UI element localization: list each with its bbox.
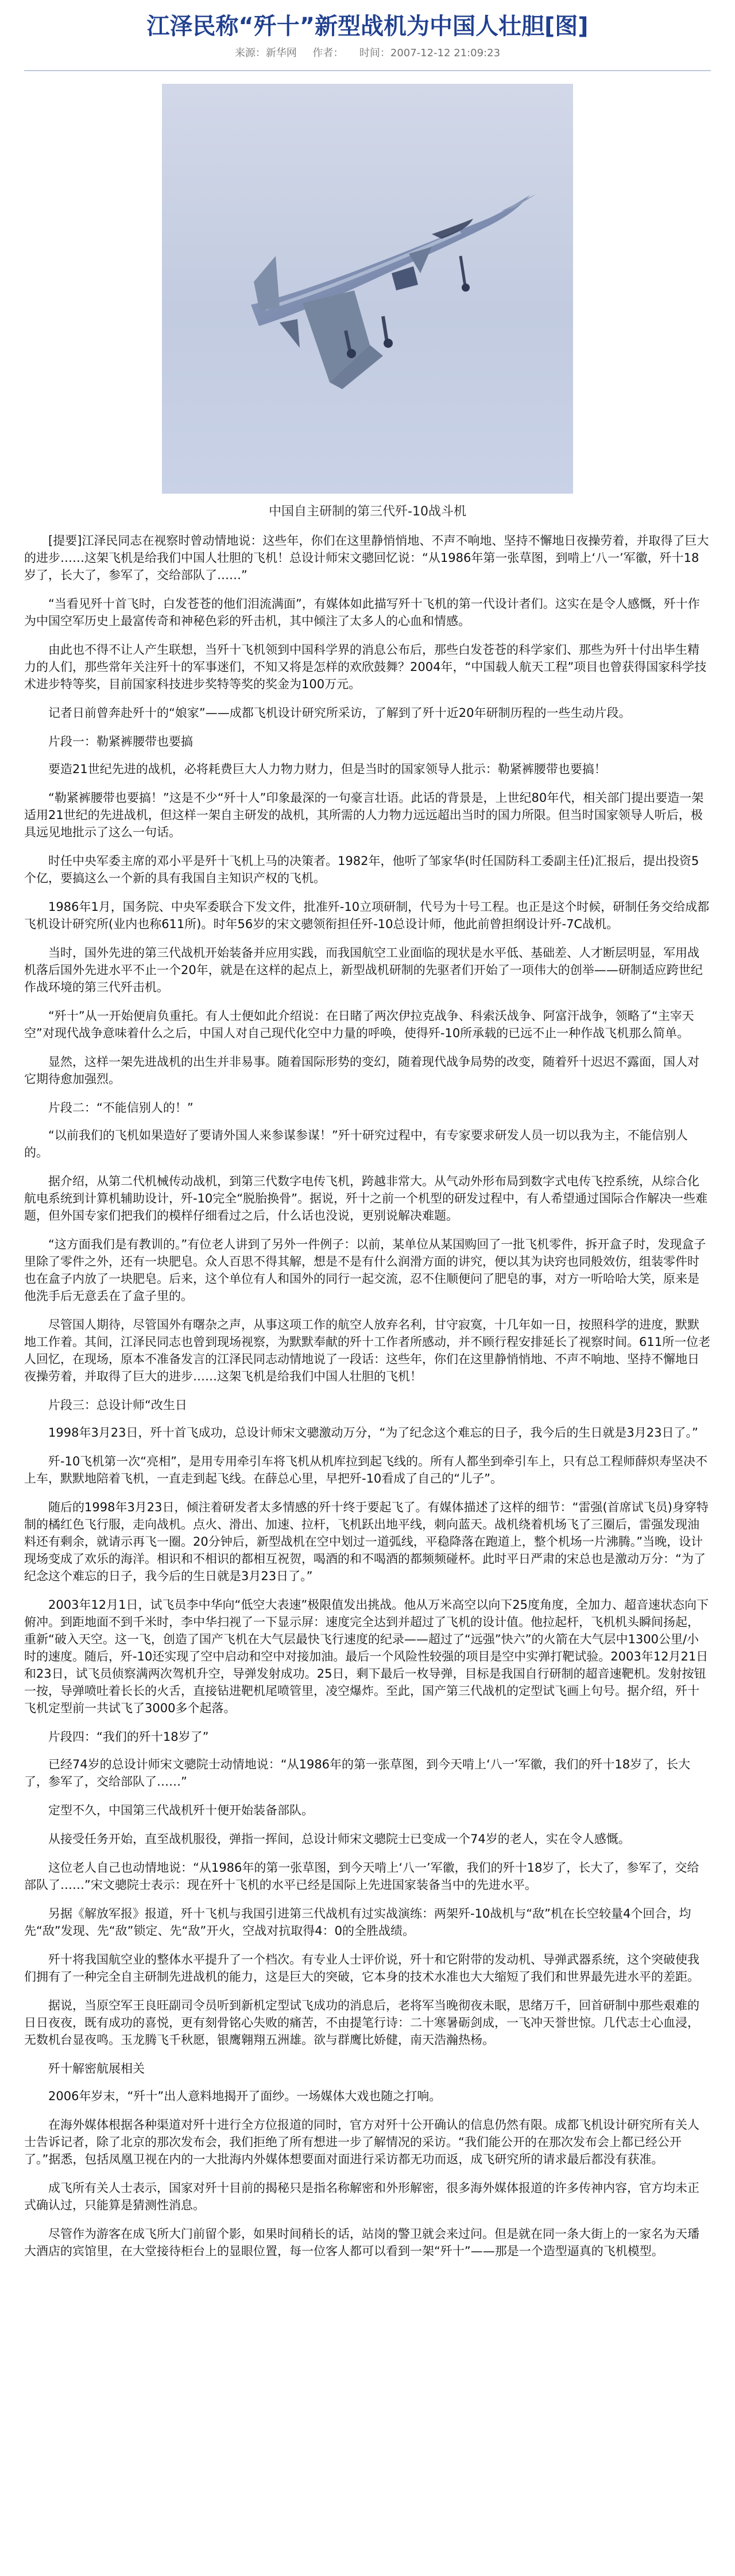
article-paragraph: 要造21世纪先进的战机，必将耗费巨大人力物力财力，但是当时的国家领导人批示：勒紧裤腰带也要搞！ [48,762,606,776]
article-paragraph: 在海外媒体根据各种渠道对歼十进行全方位报道的同时，官方对歼十公开确认的信息仍然有限。成都飞机设计研究所有关人士告诉记者，除了北京的那次发布会，我们拒绝了所有想进一步了解情况的采访。“我们能公开的在那次发布会上都已经公开了。”据悉，包括凤凰卫视在内的一大批海内外媒体想要面对面进行采访都无功而返，成飞研究所的请求最后都没有获准。 [24,2118,699,2166]
article-author: 作者： [312,47,344,59]
section-heading: 片段三：总设计师“改生日 [48,1398,187,1412]
article-paragraph: 记者日前曾奔赴歼十的“娘家”——成都飞机设计研究所采访，了解到了歼十近20年研制历程的一些生动片段。 [48,706,631,720]
article-paragraph: 2003年12月1日，试飞员李中华向“低空大表速”极限值发出挑战。他从万米高空以向下25度角度，全加力、超音速状态向下俯冲。到距地面不到千米时，李中华扫视了一下显示屏：速度完全达到并超过了飞机的设计值。他拉起杆，飞机机头瞬间扬起，重新“破入天空。这一飞，创造了国产飞机在大气层最快飞行速度的纪录——超过了“远强”快六”的火箭在大气层中1300公里/小时的速度。随后，歼-10还实现了空中启动和空中对接加油。最后一个风险性较强的项目是空中实弹打靶试验。2003年12月21日和23日，试飞员侦察满两次驾机升空，导弹发射成功。25日，剩下最后一枚导弹，目标是我国自行研制的超音速靶机。发射按钮一按，导弹喷吐着长长的火舌，直接钻进靶机尾喷管里，凌空爆炸。至此，国产第三代战机的定型试飞画上句号。据介绍，歼十飞机定型前一共试飞了3000多个起落。 [24,1598,709,1715]
article-container [0,13,735,2260]
article-paragraph: 据介绍，从第二代机械传动战机，到第三代数字电传飞机，跨越非常大。从气动外形布局到数字式电传飞控系统，从综合化航电系统到计算机辅助设计，歼-10完全“脱胎换骨”。据说，歼十之前一个机型的研发过程中，有人希望通过国际合作解决一些难题，但外国专家们把我们的模样仔细看过之后，什么话也没说，更别说解决难题。 [24,1174,708,1223]
article-paragraph: 另据《解放军报》报道，歼十飞机与我国引进第三代战机有过实战演练：两架歼-10战机与“敌”机在长空较量4个回合，均先“敌”发现、先“敌”锁定、先“敌”开火，空战对抗取得4：0的全胜战绩。 [24,1907,691,1938]
article-body [24,532,711,2260]
article-paragraph: 1986年1月，国务院、中央军委联合下发文件，批准歼-10立项研制，代号为十号工程。也正是这个时候，研制任务交给成都飞机设计研究所(业内也称611所)。时年56岁的宋文骢领衔担任歼-10总设计师，他此前曾担纲设计歼-7C战机。 [24,900,710,931]
article-paragraph: 歼-10飞机第一次“亮相”，是用专用牵引车将飞机从机库拉到起飞线的。所有人都坐到牵引车上，只有总工程师薛炽寿坚决不上车，默默地陪着飞机，一直走到起飞线。在薛总心里，早把歼-10看成了自己的“儿子”。 [24,1454,708,1485]
title-divider [24,70,711,71]
article-paragraph: 成飞所有关人士表示，国家对歼十目前的揭秘只是指名称解密和外形解密，很多海外媒体报道的许多传神内容，官方均未正式确认过，只能算是猜测性消息。 [24,2181,699,2212]
article-paragraph: 歼十将我国航空业的整体水平提升了一个档次。有专业人士评价说，歼十和它附带的发动机、导弹武器系统，这个突破使我们拥有了一种完全自主研制先进战机的能力，这是巨大的突破，它本身的技术水准也大大缩短了我们和世界最先进水平的差距。 [24,1953,699,1984]
article-paragraph: 时任中央军委主席的邓小平是歼十飞机上马的决策者。1982年，他听了邹家华(时任国防科工委副主任)汇报后，提出投资5个亿，要搞这么一个新的具有我国自主知识产权的飞机。 [24,854,699,885]
article-paragraph: “当看见歼十首飞时，白发苍苍的他们泪流满面”，有媒体如此描写歼十飞机的第一代设计者们。这实在是令人感慨，歼十作为中国空军历史上最富传奇和神秘色彩的歼击机，其中倾注了太多人的心血和情感。 [24,597,700,628]
jet-fighter-image [162,84,573,494]
article-paragraph: 尽管国人期待，尽管国外有曙杂之声，从事这项工作的航空人放弃名利，甘守寂寞，十几年如一日，按照科学的进度，默默地工作着。其间，江泽民同志也曾到现场视察，为默默奉献的歼十工作者所感动，并不顾行程安排延长了视察时间。611所一位老人回忆，在现场，原本不准备发言的江泽民同志动情地说了一段话：这些年，你们在这里静悄悄地、不声不响地、坚持不懈地日夜操劳着，并取得了巨大的进步……这架飞机是给我们中国人壮胆的飞机！ [24,1318,711,1383]
article-paragraph: 从接受任务开始，直至战机服役，弹指一挥间，总设计师宋文骢院士已变成一个74岁的老人，实在令人感慨。 [48,1832,630,1846]
section-heading: 歼十解密航展相关 [48,2062,145,2075]
article-paragraph: 显然，这样一架先进战机的出生并非易事。随着国际形势的变幻，随着现代战争局势的改变，随着歼十迟迟不露面，国人对它期待愈加强烈。 [24,1055,699,1086]
article-time: 时间：2007-12-12 21:09:23 [359,47,501,59]
section-heading: 片段二：“不能信别人的！” [48,1101,194,1115]
article-paragraph: 2006年岁末，“歼十”出人意料地揭开了面纱。一场媒体大戏也随之打响。 [48,2089,442,2103]
article-paragraph: 随后的1998年3月23日，倾注着研发者太多情感的歼十终于要起飞了。有媒体描述了这样的细节：“雷强(首席试飞员)身穿特制的橘红色飞行服，走向战机。点火、滑出、加速、拉杆，飞机跃出地平线，刺向蓝天。战机绕着机场飞了三圈后，雷强发现油料还有剩余，就请示再飞一圈。20分钟后，新型战机在空中划过一道弧线，平稳降落在跑道上，整个机场一片沸腾。”当晚，设计现场变成了欢乐的海洋。相识和不相识的都相互祝贺，喝酒的和不喝酒的都频频碰杯。此时平日严肃的宋总也是激动万分：“为了纪念这个难忘的日子，我今后的生日就是3月23日了。” [24,1500,709,1583]
article-paragraph: “勒紧裤腰带也要搞！”这是不少“歼十人”印象最深的一句豪言壮语。此话的背景是，上世纪80年代，相关部门提出要造一架适用21世纪的先进战机，但这样一架自主研发的战机，其所需的人力物力远远超出当时的国力所限。但当时国家领导人听后，极具远见地批示了这么一句话。 [24,791,704,839]
section-heading: 片段一：勒紧裤腰带也要搞 [48,735,193,748]
article-paragraph: 据说，当原空军王良旺副司令员听到新机定型试飞成功的消息后，老将军当晚彻夜未眠，思绪万千，回首研制中那些艰难的日日夜夜，既有成功的喜悦，更有刻骨铭心失败的痛苦，不由提笔行诗：二十寒暑砺剑成，一飞冲天誉世惊。几代志士心血浸，无数机台显夜鸣。玉龙腾飞千秋愿，银鹰翱翔五洲雄。欲与群鹰比娇健，南天浩瀚热杨。 [24,1999,699,2047]
article-paragraph: 由此也不得不让人产生联想，当歼十飞机领到中国科学界的消息公布后，那些白发苍苍的科学家们、那些为歼十付出毕生精力的人们，那些常年关注歼十的军事迷们，不知又将是怎样的欢欣鼓舞？2004年，“中国载人航天工程”项目也曾获得国家科学技术进步特等奖，目前国家科技进步奖特等奖的奖金为100万元。 [24,643,707,691]
article-source: 来源：新华网 [234,47,297,59]
article-title: 江泽民称“歼十”新型战机为中国人壮胆[图] [146,13,589,40]
article-paragraph: 这位老人自己也动情地说：“从1986年的第一张草图，到今天啃上‘八一’军徽，我们的歼十18岁了，长大了，参军了，交给部队了……”宋文骢院士表示：现在歼十飞机的水平已经是国际上先进国家装备当中的先进水平。 [24,1861,699,1892]
article-paragraph: “歼十”从一开始便肩负重托。有人士便如此介绍说：在日睹了两次伊拉克战争、科索沃战争、阿富汗战争，领略了“主宰天空”对现代战争意味着什么之后，中国人对自己现代化空中力量的呼唤，使得歼-10所承载的已远不止一种作战飞机那么简单。 [24,1009,694,1040]
article-paragraph: 1998年3月23日，歼十首飞成功，总设计师宋文骢激动万分，“为了纪念这个难忘的日子，我今后的生日就是3月23日了。” [48,1426,698,1440]
article-paragraph: 尽管作为游客在成飞所大门前留个影，如果时间稍长的话，站岗的警卫就会来过问。但是就在同一条大街上的一家名为天璠大酒店的宾馆里，在大堂接待柜台上的显眼位置，每一位客人都可以看到一架“歼十”——那是一个造型逼真的飞机模型。 [24,2227,699,2258]
article-photo [162,84,573,494]
article-paragraph: 当时，国外先进的第三代战机开始装备并应用实践，而我国航空工业面临的现状是水平低、基础差、人才断层明显，军用战机落后国外先进水平不止一个20年，就是在这样的起点上，新型战机研制的先驱者们开始了一项伟大的创举——研制适应跨世纪作战环境的第三代歼击机。 [24,946,703,994]
article-paragraph: “以前我们的飞机如果造好了要请外国人来参谋参谋！”歼十研究过程中，有专家要求研发人员一切以我为主，不能信别人的。 [24,1128,688,1159]
article-paragraph: 定型不久，中国第三代战机歼十便开始装备部队。 [48,1803,314,1817]
article-meta [24,45,711,60]
article-paragraph: 已经74岁的总设计师宋文骢院士动情地说：“从1986年的第一张草图，到今天啃上‘八一’军徽，我们的歼十18岁了，长大了，参军了，交给部队了……” [24,1758,691,1789]
image-caption: 中国自主研制的第三代歼-10战斗机 [269,505,466,519]
section-heading: 片段四：“我们的歼十18岁了” [48,1730,209,1744]
article-paragraph: [提要]江泽民同志在视察时曾动情地说：这些年，你们在这里静悄悄地、不声不响地、坚持不懈地日夜操劳着，并取得了巨大的进步……这架飞机是给我们中国人壮胆的飞机！总设计师宋文骢回忆说：“从1986年第一张草图，到啃上‘八一’军徽，歼十18岁了，长大了，参军了，交给部队了……” [24,534,709,582]
article-paragraph: “这方面我们是有教训的。”有位老人讲到了另外一件例子：以前，某单位从某国购回了一批飞机零件，拆开盒子时，发现盒子里除了零件之外，还有一块肥皂。众人百思不得其解，想是不是有什么润滑方面的讲究，便以其为诀窍也同般效仿，组装零件时也在盒子内放了一块肥皂。后来，这个单位有人和国外的同行一起交流，忍不住顺便问了肥皂的事，对方一听哈哈大笑，原来是他洗手后无意丢在了盒子里的。 [24,1237,706,1303]
